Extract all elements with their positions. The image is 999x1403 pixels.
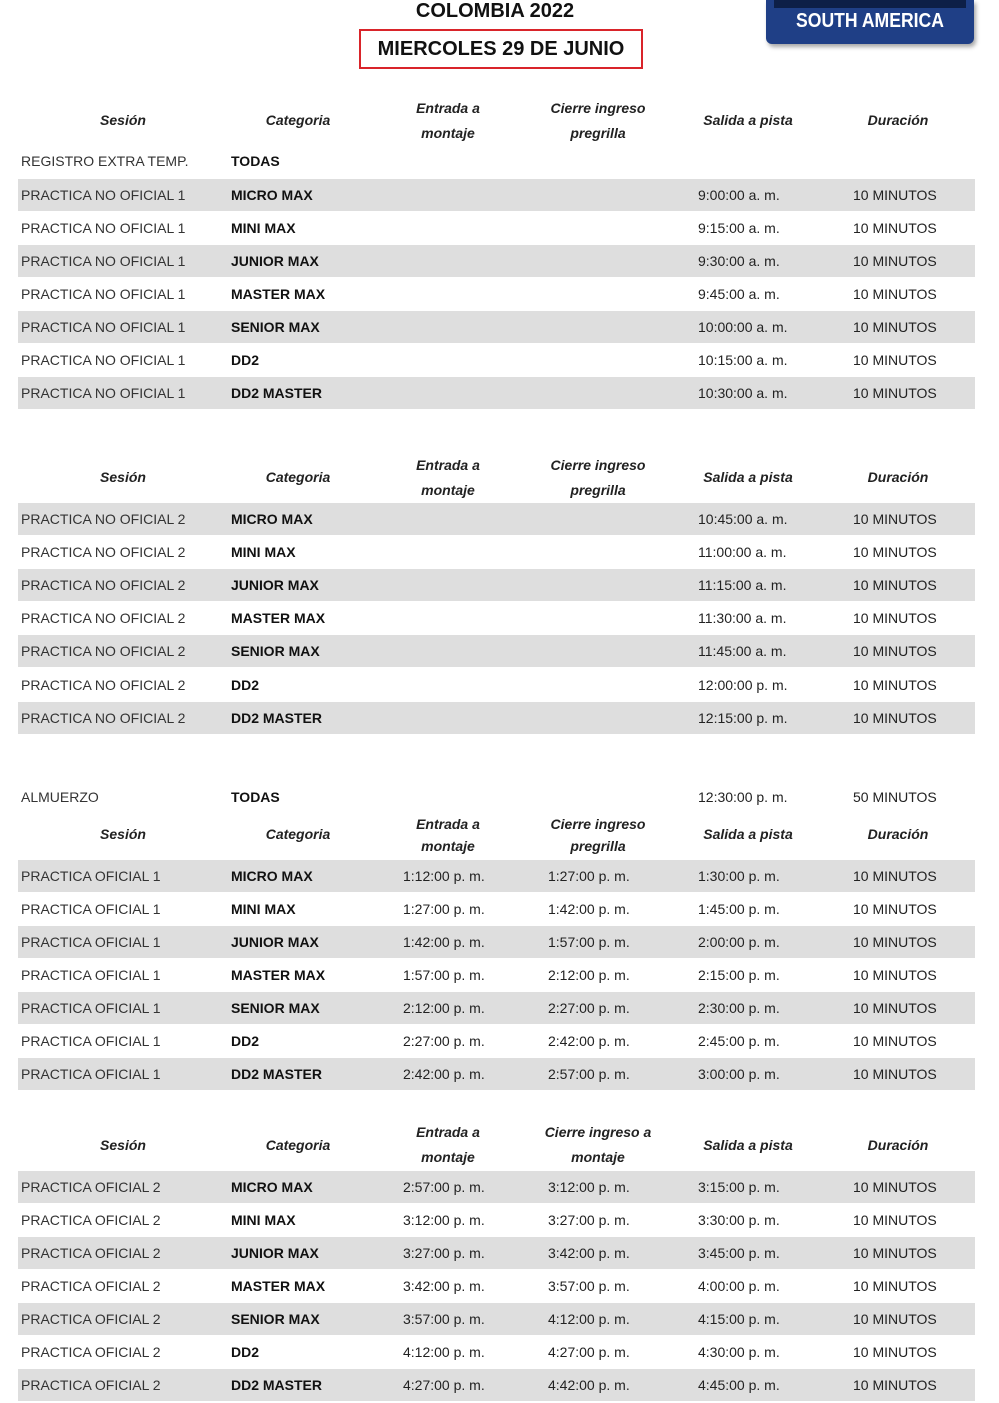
col-entrada-l1: Entrada a bbox=[416, 457, 480, 473]
table-row bbox=[18, 602, 975, 634]
cierre-cell: 2:42:00 p. m. bbox=[548, 1033, 630, 1049]
sesion-cell: PRACTICA OFICIAL 2 bbox=[21, 1245, 161, 1261]
sesion-cell: PRACTICA NO OFICIAL 1 bbox=[21, 352, 186, 368]
salida-cell: 4:00:00 p. m. bbox=[698, 1278, 780, 1294]
col-cierre-l1: Cierre ingreso bbox=[550, 457, 646, 473]
duracion-cell: 10 MINUTOS bbox=[853, 319, 937, 335]
salida-cell: 9:00:00 a. m. bbox=[698, 187, 780, 203]
col-salida: Salida a pista bbox=[703, 112, 793, 128]
cierre-cell: 2:57:00 p. m. bbox=[548, 1066, 630, 1082]
categoria-cell: SENIOR MAX bbox=[231, 319, 320, 335]
event-logo bbox=[766, 0, 974, 44]
date-heading: MIERCOLES 29 DE JUNIO bbox=[359, 29, 643, 69]
cierre-cell: 4:42:00 p. m. bbox=[548, 1377, 630, 1393]
salida-cell: 2:30:00 p. m. bbox=[698, 1000, 780, 1016]
salida-cell: 11:30:00 a. m. bbox=[698, 610, 787, 626]
table-row bbox=[18, 1336, 975, 1368]
sesion-cell: PRACTICA NO OFICIAL 1 bbox=[21, 385, 186, 401]
categoria-cell: DD2 bbox=[231, 677, 260, 693]
col-cierre-l2: pregrilla bbox=[570, 482, 626, 498]
table-row bbox=[18, 1303, 975, 1335]
almuerzo-salida: 12:30:00 p. m. bbox=[698, 789, 788, 805]
categoria-cell: DD2 MASTER bbox=[231, 1066, 323, 1082]
duracion-cell: 10 MINUTOS bbox=[853, 352, 937, 368]
duracion-cell: 10 MINUTOS bbox=[853, 1000, 937, 1016]
col-cierre-l2: pregrilla bbox=[570, 125, 626, 141]
sesion-cell: PRACTICA OFICIAL 1 bbox=[21, 868, 161, 884]
salida-cell: 10:15:00 a. m. bbox=[698, 352, 788, 368]
categoria-cell: DD2 MASTER bbox=[231, 710, 323, 726]
table-row bbox=[18, 311, 975, 343]
column-header-row bbox=[18, 1120, 975, 1172]
col-cierre-l1: Cierre ingreso bbox=[550, 816, 646, 832]
salida-cell: 9:30:00 a. m. bbox=[698, 253, 780, 269]
entrada-cell: 4:12:00 p. m. bbox=[403, 1344, 485, 1360]
categoria-cell: DD2 MASTER bbox=[231, 385, 323, 401]
categoria-cell: MINI MAX bbox=[231, 901, 296, 917]
almuerzo-sesion: ALMUERZO bbox=[21, 789, 99, 805]
col-salida: Salida a pista bbox=[703, 1137, 793, 1153]
col-sesion: Sesión bbox=[100, 112, 146, 128]
col-sesion: Sesión bbox=[100, 469, 146, 485]
duracion-cell: 10 MINUTOS bbox=[853, 1311, 937, 1327]
salida-cell: 2:45:00 p. m. bbox=[698, 1033, 780, 1049]
duracion-cell: 10 MINUTOS bbox=[853, 868, 937, 884]
sesion-cell: PRACTICA OFICIAL 2 bbox=[21, 1311, 161, 1327]
col-entrada-l2: montaje bbox=[421, 838, 475, 854]
table-row bbox=[18, 1237, 975, 1269]
col-cierre-l2: montaje bbox=[571, 1149, 625, 1165]
cierre-cell: 4:12:00 p. m. bbox=[548, 1311, 630, 1327]
entrada-cell: 3:12:00 p. m. bbox=[403, 1212, 485, 1228]
col-entrada-l2: montaje bbox=[421, 482, 475, 498]
entrada-cell: 2:12:00 p. m. bbox=[403, 1000, 485, 1016]
table-row bbox=[18, 344, 975, 376]
cierre-cell: 1:57:00 p. m. bbox=[548, 934, 630, 950]
entrada-cell: 1:27:00 p. m. bbox=[403, 901, 485, 917]
categoria-cell: MASTER MAX bbox=[231, 967, 326, 983]
table-row bbox=[18, 1369, 975, 1401]
salida-cell: 1:30:00 p. m. bbox=[698, 868, 780, 884]
table-row bbox=[18, 992, 975, 1024]
cierre-cell: 3:27:00 p. m. bbox=[548, 1212, 630, 1228]
col-categoria: Categoria bbox=[265, 826, 331, 842]
salida-cell: 10:30:00 a. m. bbox=[698, 385, 788, 401]
categoria-cell: MICRO MAX bbox=[231, 868, 313, 884]
categoria-cell: MICRO MAX bbox=[231, 1179, 313, 1195]
duracion-cell: 10 MINUTOS bbox=[853, 934, 937, 950]
salida-cell: 2:00:00 p. m. bbox=[698, 934, 780, 950]
col-sesion: Sesión bbox=[100, 1137, 146, 1153]
salida-cell: 3:00:00 p. m. bbox=[698, 1066, 780, 1082]
salida-cell: 10:45:00 a. m. bbox=[698, 511, 788, 527]
duracion-cell: 10 MINUTOS bbox=[853, 385, 937, 401]
categoria-cell: JUNIOR MAX bbox=[231, 577, 319, 593]
salida-cell: 4:45:00 p. m. bbox=[698, 1377, 780, 1393]
categoria-cell: MICRO MAX bbox=[231, 187, 313, 203]
sesion-cell: PRACTICA OFICIAL 2 bbox=[21, 1377, 161, 1393]
duracion-cell: 10 MINUTOS bbox=[853, 187, 937, 203]
table-row bbox=[18, 860, 975, 892]
sesion-cell: PRACTICA NO OFICIAL 1 bbox=[21, 253, 186, 269]
cierre-cell: 3:12:00 p. m. bbox=[548, 1179, 630, 1195]
col-duracion: Duración bbox=[867, 1137, 929, 1153]
sesion-cell: PRACTICA OFICIAL 1 bbox=[21, 1033, 161, 1049]
col-cierre-l2: pregrilla bbox=[570, 838, 626, 854]
entrada-cell: 3:57:00 p. m. bbox=[403, 1311, 485, 1327]
categoria-cell: SENIOR MAX bbox=[231, 1000, 320, 1016]
salida-cell: 3:30:00 p. m. bbox=[698, 1212, 780, 1228]
cierre-cell: 2:12:00 p. m. bbox=[548, 967, 630, 983]
col-categoria: Categoria bbox=[265, 112, 331, 128]
cierre-cell: 2:27:00 p. m. bbox=[548, 1000, 630, 1016]
sesion-cell: PRACTICA OFICIAL 1 bbox=[21, 967, 161, 983]
col-salida: Salida a pista bbox=[703, 826, 793, 842]
sesion-cell: PRACTICA NO OFICIAL 2 bbox=[21, 677, 186, 693]
categoria-cell: MASTER MAX bbox=[231, 286, 326, 302]
categoria-cell: MINI MAX bbox=[231, 220, 296, 236]
almuerzo-duracion: 50 MINUTOS bbox=[853, 789, 937, 805]
sesion-cell: PRACTICA OFICIAL 2 bbox=[21, 1278, 161, 1294]
logo-top-band bbox=[774, 0, 966, 8]
registro-categoria: TODAS bbox=[231, 153, 280, 169]
cierre-cell: 4:27:00 p. m. bbox=[548, 1344, 630, 1360]
salida-cell: 9:45:00 a. m. bbox=[698, 286, 780, 302]
duracion-cell: 10 MINUTOS bbox=[853, 577, 937, 593]
sesion-cell: PRACTICA OFICIAL 1 bbox=[21, 901, 161, 917]
salida-cell: 4:30:00 p. m. bbox=[698, 1344, 780, 1360]
table-row bbox=[18, 245, 975, 277]
categoria-cell: DD2 bbox=[231, 1033, 260, 1049]
entrada-cell: 2:42:00 p. m. bbox=[403, 1066, 485, 1082]
salida-cell: 11:00:00 a. m. bbox=[698, 544, 787, 560]
col-categoria: Categoria bbox=[265, 1137, 331, 1153]
sesion-cell: PRACTICA OFICIAL 1 bbox=[21, 1000, 161, 1016]
duracion-cell: 10 MINUTOS bbox=[853, 1245, 937, 1261]
duracion-cell: 10 MINUTOS bbox=[853, 901, 937, 917]
duracion-cell: 10 MINUTOS bbox=[853, 253, 937, 269]
col-categoria: Categoria bbox=[265, 469, 331, 485]
table-row bbox=[18, 278, 975, 310]
col-cierre-l1: Cierre ingreso bbox=[550, 100, 646, 116]
almuerzo-categoria: TODAS bbox=[231, 789, 280, 805]
categoria-cell: MICRO MAX bbox=[231, 511, 313, 527]
duracion-cell: 10 MINUTOS bbox=[853, 286, 937, 302]
table-row bbox=[18, 569, 975, 601]
sesion-cell: PRACTICA OFICIAL 1 bbox=[21, 1066, 161, 1082]
salida-cell: 12:15:00 p. m. bbox=[698, 710, 788, 726]
salida-cell: 3:45:00 p. m. bbox=[698, 1245, 780, 1261]
sesion-cell: PRACTICA NO OFICIAL 1 bbox=[21, 286, 186, 302]
col-sesion: Sesión bbox=[100, 826, 146, 842]
duracion-cell: 10 MINUTOS bbox=[853, 643, 937, 659]
table-row bbox=[18, 179, 975, 211]
salida-cell: 11:45:00 a. m. bbox=[698, 643, 787, 659]
col-entrada-l2: montaje bbox=[421, 1149, 475, 1165]
table-row bbox=[18, 669, 975, 701]
salida-cell: 2:15:00 p. m. bbox=[698, 967, 780, 983]
duracion-cell: 10 MINUTOS bbox=[853, 1212, 937, 1228]
table-row bbox=[18, 1058, 975, 1090]
salida-cell: 4:15:00 p. m. bbox=[698, 1311, 780, 1327]
entrada-cell: 1:42:00 p. m. bbox=[403, 934, 485, 950]
col-salida: Salida a pista bbox=[703, 469, 793, 485]
duracion-cell: 10 MINUTOS bbox=[853, 1066, 937, 1082]
sesion-cell: PRACTICA NO OFICIAL 1 bbox=[21, 319, 186, 335]
categoria-cell: SENIOR MAX bbox=[231, 643, 320, 659]
entrada-cell: 3:42:00 p. m. bbox=[403, 1278, 485, 1294]
sesion-cell: PRACTICA NO OFICIAL 1 bbox=[21, 187, 186, 203]
cierre-cell: 1:27:00 p. m. bbox=[548, 868, 630, 884]
table-row bbox=[18, 1270, 975, 1302]
categoria-cell: JUNIOR MAX bbox=[231, 1245, 319, 1261]
categoria-cell: DD2 bbox=[231, 352, 260, 368]
duracion-cell: 10 MINUTOS bbox=[853, 220, 937, 236]
logo-text: SOUTH AMERICA bbox=[796, 10, 944, 32]
cierre-cell: 3:57:00 p. m. bbox=[548, 1278, 630, 1294]
column-header-row bbox=[18, 96, 975, 148]
duracion-cell: 10 MINUTOS bbox=[853, 710, 937, 726]
sesion-cell: PRACTICA OFICIAL 2 bbox=[21, 1344, 161, 1360]
col-entrada-l1: Entrada a bbox=[416, 816, 480, 832]
almuerzo-row bbox=[18, 782, 975, 812]
col-duracion: Duración bbox=[867, 469, 929, 485]
table-row bbox=[18, 536, 975, 568]
salida-cell: 1:45:00 p. m. bbox=[698, 901, 780, 917]
registro-row bbox=[18, 146, 975, 176]
categoria-cell: MINI MAX bbox=[231, 544, 296, 560]
table-row bbox=[18, 1171, 975, 1203]
table-row bbox=[18, 1204, 975, 1236]
col-entrada-l1: Entrada a bbox=[416, 100, 480, 116]
sesion-cell: PRACTICA NO OFICIAL 1 bbox=[21, 220, 186, 236]
table-row bbox=[18, 959, 975, 991]
col-cierre-l1: Cierre ingreso a bbox=[544, 1124, 652, 1140]
salida-cell: 9:15:00 a. m. bbox=[698, 220, 780, 236]
sesion-cell: PRACTICA NO OFICIAL 2 bbox=[21, 643, 186, 659]
table-row bbox=[18, 702, 975, 734]
column-header-row bbox=[18, 453, 975, 505]
sesion-cell: PRACTICA NO OFICIAL 2 bbox=[21, 511, 186, 527]
column-header-row bbox=[18, 812, 975, 858]
salida-cell: 11:15:00 a. m. bbox=[698, 577, 787, 593]
duracion-cell: 10 MINUTOS bbox=[853, 967, 937, 983]
col-duracion: Duración bbox=[867, 112, 929, 128]
sesion-cell: PRACTICA NO OFICIAL 2 bbox=[21, 710, 186, 726]
duracion-cell: 10 MINUTOS bbox=[853, 1344, 937, 1360]
categoria-cell: DD2 MASTER bbox=[231, 1377, 323, 1393]
entrada-cell: 1:12:00 p. m. bbox=[403, 868, 485, 884]
table-row bbox=[18, 635, 975, 667]
duracion-cell: 10 MINUTOS bbox=[853, 677, 937, 693]
col-entrada-l1: Entrada a bbox=[416, 1124, 480, 1140]
table-row bbox=[18, 503, 975, 535]
duracion-cell: 10 MINUTOS bbox=[853, 511, 937, 527]
sesion-cell: PRACTICA OFICIAL 1 bbox=[21, 934, 161, 950]
categoria-cell: MASTER MAX bbox=[231, 610, 326, 626]
duracion-cell: 10 MINUTOS bbox=[853, 1377, 937, 1393]
duracion-cell: 10 MINUTOS bbox=[853, 544, 937, 560]
registro-sesion: REGISTRO EXTRA TEMP. bbox=[21, 153, 189, 169]
cierre-cell: 3:42:00 p. m. bbox=[548, 1245, 630, 1261]
entrada-cell: 3:27:00 p. m. bbox=[403, 1245, 485, 1261]
page-title: COLOMBIA 2022 bbox=[415, 0, 575, 22]
sesion-cell: PRACTICA NO OFICIAL 2 bbox=[21, 577, 186, 593]
categoria-cell: JUNIOR MAX bbox=[231, 934, 319, 950]
salida-cell: 3:15:00 p. m. bbox=[698, 1179, 780, 1195]
categoria-cell: DD2 bbox=[231, 1344, 260, 1360]
salida-cell: 12:00:00 p. m. bbox=[698, 677, 788, 693]
sesion-cell: PRACTICA OFICIAL 2 bbox=[21, 1179, 161, 1195]
col-duracion: Duración bbox=[867, 826, 929, 842]
table-row bbox=[18, 893, 975, 925]
categoria-cell: MINI MAX bbox=[231, 1212, 296, 1228]
cierre-cell: 1:42:00 p. m. bbox=[548, 901, 630, 917]
table-row bbox=[18, 926, 975, 958]
categoria-cell: MASTER MAX bbox=[231, 1278, 326, 1294]
entrada-cell: 4:27:00 p. m. bbox=[403, 1377, 485, 1393]
table-row bbox=[18, 377, 975, 409]
entrada-cell: 2:27:00 p. m. bbox=[403, 1033, 485, 1049]
table-row bbox=[18, 1025, 975, 1057]
entrada-cell: 2:57:00 p. m. bbox=[403, 1179, 485, 1195]
salida-cell: 10:00:00 a. m. bbox=[698, 319, 788, 335]
categoria-cell: SENIOR MAX bbox=[231, 1311, 320, 1327]
table-row bbox=[18, 212, 975, 244]
sesion-cell: PRACTICA NO OFICIAL 2 bbox=[21, 544, 186, 560]
duracion-cell: 10 MINUTOS bbox=[853, 1179, 937, 1195]
duracion-cell: 10 MINUTOS bbox=[853, 1278, 937, 1294]
entrada-cell: 1:57:00 p. m. bbox=[403, 967, 485, 983]
duracion-cell: 10 MINUTOS bbox=[853, 1033, 937, 1049]
duracion-cell: 10 MINUTOS bbox=[853, 610, 937, 626]
sesion-cell: PRACTICA NO OFICIAL 2 bbox=[21, 610, 186, 626]
categoria-cell: JUNIOR MAX bbox=[231, 253, 319, 269]
col-entrada-l2: montaje bbox=[421, 125, 475, 141]
sesion-cell: PRACTICA OFICIAL 2 bbox=[21, 1212, 161, 1228]
